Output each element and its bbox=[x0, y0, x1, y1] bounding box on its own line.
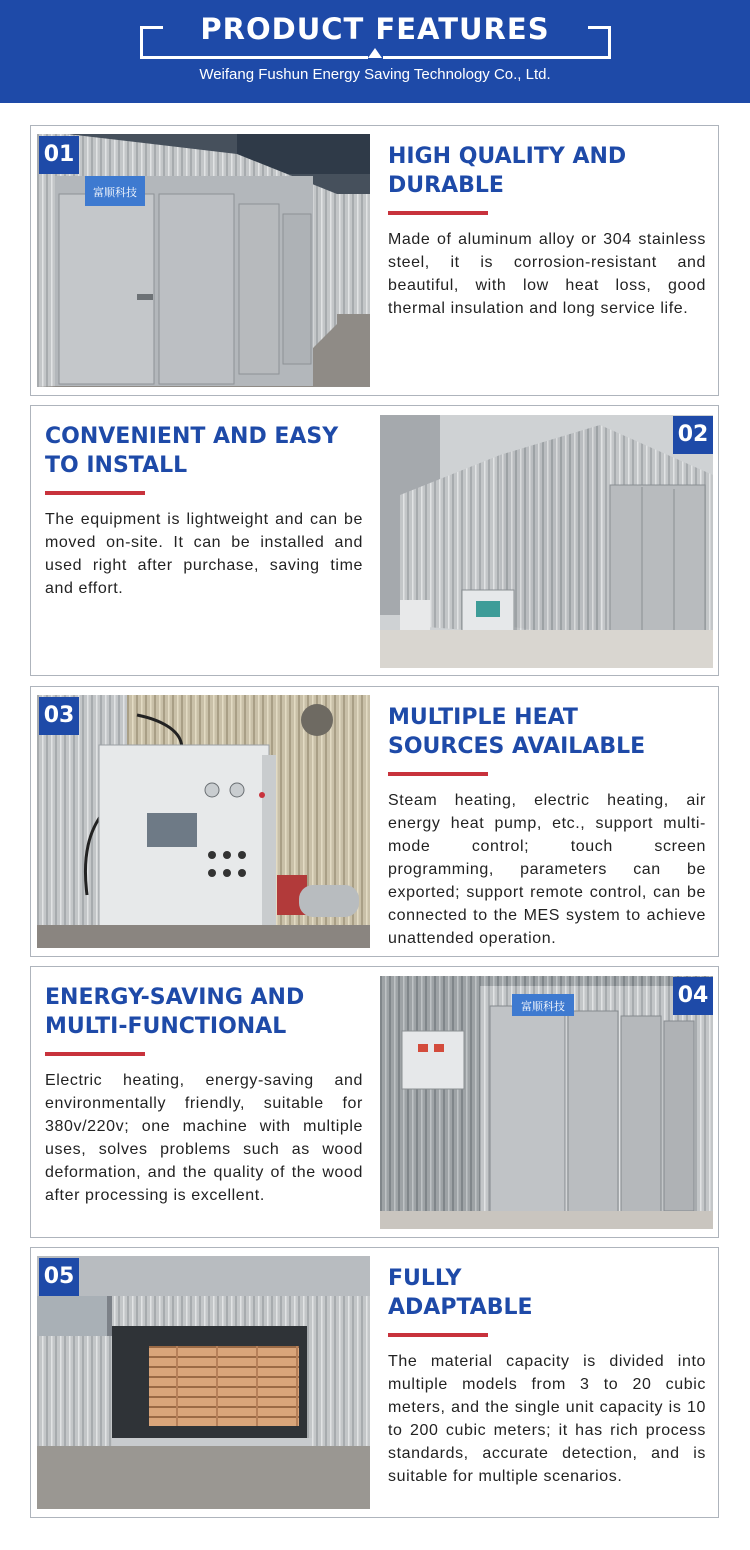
feature-photo-2 bbox=[380, 415, 713, 668]
feature-number-badge: 04 bbox=[673, 977, 713, 1015]
feature-number-badge: 01 bbox=[39, 136, 79, 174]
feature-title bbox=[45, 983, 363, 1041]
title-underline bbox=[388, 211, 488, 215]
feature-card-4 bbox=[30, 966, 719, 1238]
feature-text-4 bbox=[45, 983, 363, 1207]
feature-number-badge: 03 bbox=[39, 697, 79, 735]
company-name: Weifang Fushun Energy Saving Technology Co., Ltd. bbox=[199, 66, 551, 83]
feature-photo-1 bbox=[37, 134, 370, 387]
feature-title-line: HIGH QUALITY AND bbox=[388, 144, 627, 169]
feature-title-line: FULLY bbox=[388, 1266, 462, 1291]
feature-description: Made of aluminum alloy or 304 stainless steel, it is corrosion-resistant and beautiful, with low heat loss, good thermal insulation and long service life. bbox=[388, 231, 706, 317]
header-rule-left bbox=[140, 56, 368, 59]
feature-text-2 bbox=[45, 422, 363, 600]
title-underline bbox=[45, 1052, 145, 1056]
page-header bbox=[0, 0, 750, 103]
feature-card-5 bbox=[30, 1247, 719, 1518]
feature-title bbox=[388, 1264, 706, 1322]
feature-text-5 bbox=[388, 1264, 706, 1488]
equipment-sign-text: 富顺科技 bbox=[93, 186, 137, 199]
feature-title-line: SOURCES AVAILABLE bbox=[388, 734, 646, 759]
title-underline bbox=[388, 1333, 488, 1337]
feature-title-line: DURABLE bbox=[388, 173, 504, 198]
header-rule-right bbox=[383, 56, 611, 59]
feature-description: The equipment is lightweight and can be moved on-site. It can be installed and used right after purchase, saving time and effort. bbox=[45, 511, 363, 597]
feature-title-line: TO INSTALL bbox=[45, 453, 188, 478]
page-title: PRODUCT FEATURES bbox=[200, 12, 550, 46]
feature-number-badge: 05 bbox=[39, 1258, 79, 1296]
title-underline bbox=[45, 491, 145, 495]
title-underline bbox=[388, 772, 488, 776]
feature-number-badge: 02 bbox=[673, 416, 713, 454]
feature-text-3 bbox=[388, 703, 706, 950]
feature-title-line: CONVENIENT AND EASY bbox=[45, 424, 339, 449]
equipment-sign-text: 富顺科技 bbox=[521, 1000, 565, 1013]
feature-description: The material capacity is divided into multiple models from 3 to 20 cubic meters, and the single unit capacity is 10 to 200 cubic meters; it has rich process standards, accurate detection, and is suitable for multiple scenarios. bbox=[388, 1353, 706, 1485]
feature-title bbox=[388, 142, 706, 200]
feature-card-3 bbox=[30, 686, 719, 957]
header-triangle-icon bbox=[368, 48, 382, 58]
feature-title-line: ENERGY-SAVING AND bbox=[45, 985, 305, 1010]
feature-description: Electric heating, energy-saving and environmentally friendly, suitable for 380v/220v; one machine with multiple uses, solves problems such as wood deformation, and the quality of the wood after processing is excellent. bbox=[45, 1072, 363, 1204]
feature-title bbox=[388, 703, 706, 761]
feature-text-1 bbox=[388, 142, 706, 320]
feature-title-line: MULTIPLE HEAT bbox=[388, 705, 578, 730]
feature-title-line: MULTI-FUNCTIONAL bbox=[45, 1014, 287, 1039]
feature-card-1 bbox=[30, 125, 719, 396]
feature-photo-4 bbox=[380, 976, 713, 1229]
feature-description: Steam heating, electric heating, air energy heat pump, etc., support multi-mode control; touch screen programming, parameters can be exported; support remote control, can be connected to the MES system to achieve unattended operation. bbox=[388, 792, 706, 947]
feature-card-2 bbox=[30, 405, 719, 676]
feature-photo-3 bbox=[37, 695, 370, 948]
feature-title bbox=[45, 422, 363, 480]
feature-title-line: ADAPTABLE bbox=[388, 1295, 533, 1320]
feature-photo-5 bbox=[37, 1256, 370, 1509]
